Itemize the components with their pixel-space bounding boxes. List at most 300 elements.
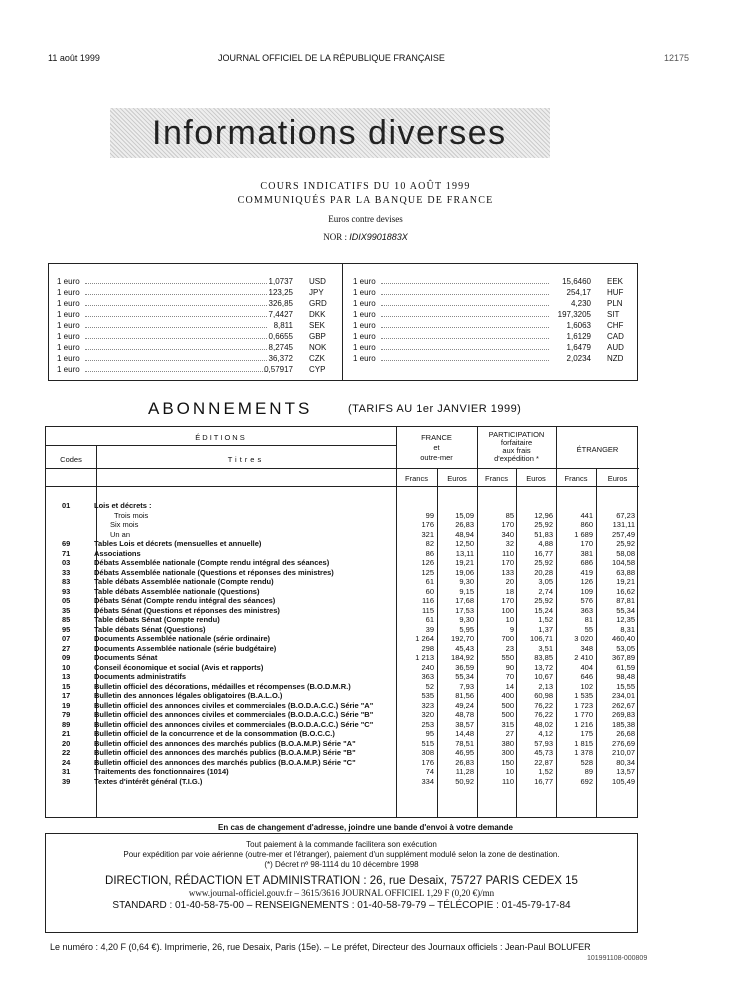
row-price-f: 61 bbox=[425, 577, 434, 586]
row-price-e: 12,50 bbox=[455, 539, 474, 548]
row-price-f: 82 bbox=[425, 539, 434, 548]
rates-right-column bbox=[353, 276, 633, 364]
rate-label: 1 euro bbox=[57, 321, 80, 330]
row-price-pe: 10,67 bbox=[534, 672, 553, 681]
row-code: 24 bbox=[62, 757, 71, 767]
row-price-e: 55,34 bbox=[455, 672, 474, 681]
row-price-f: 1 213 bbox=[415, 653, 434, 662]
row-code: 93 bbox=[62, 586, 71, 596]
row-code: 15 bbox=[62, 681, 71, 691]
rate-label: 1 euro bbox=[57, 310, 80, 319]
row-price-pe: 13,72 bbox=[534, 662, 553, 672]
row-price-ee: 276,69 bbox=[612, 738, 635, 748]
row-title: Lois et décrets : bbox=[94, 501, 152, 510]
row-code: 07 bbox=[62, 634, 71, 643]
row-title: Bulletin des annonces légales obligatoires (B.A.L.O.) bbox=[94, 691, 283, 700]
rate-row bbox=[57, 353, 337, 364]
rate-currency: NZD bbox=[607, 354, 624, 363]
row-price-ef: 404 bbox=[580, 662, 593, 672]
rate-leader bbox=[85, 305, 267, 306]
row-price-pf: 100 bbox=[501, 605, 514, 615]
row-price-f: 323 bbox=[421, 700, 434, 710]
table-row bbox=[46, 587, 639, 596]
row-price-ef: 363 bbox=[580, 605, 593, 615]
francs-header: Francs bbox=[485, 474, 508, 483]
row-price-ee: 58,08 bbox=[616, 548, 635, 558]
rate-value: 1,6063 bbox=[566, 321, 591, 330]
row-title: Débats Sénat (Questions et réponses des ministres) bbox=[94, 605, 280, 615]
row-price-ee: 80,34 bbox=[616, 757, 635, 767]
table-row bbox=[46, 539, 639, 548]
francs-header: Francs bbox=[564, 474, 588, 483]
footer-text: Le numéro : 4,20 F (0,64 €). Imprimerie, 26, rue Desaix, Paris (15e). – Le préfet, Directeur des Journaux officiels : Jean-Paul BOLUFER bbox=[50, 942, 591, 952]
row-price-e: 14,48 bbox=[455, 729, 474, 738]
rate-leader bbox=[85, 371, 267, 372]
row-price-pf: 20 bbox=[505, 577, 514, 586]
rate-leader bbox=[85, 316, 267, 317]
row-title: Bulletin officiel des annonces des marchés publics (B.O.A.M.P.) Série "A" bbox=[94, 738, 356, 748]
row-price-e: 81,56 bbox=[455, 691, 474, 700]
row-title: Bulletin officiel des annonces des marchés publics (B.O.A.M.P.) Série "C" bbox=[94, 757, 356, 767]
table-row bbox=[46, 606, 639, 615]
row-code: 17 bbox=[62, 691, 71, 700]
row-price-ef: 381 bbox=[580, 548, 593, 558]
table-row bbox=[46, 748, 639, 757]
row-price-ef: 528 bbox=[580, 757, 593, 767]
row-price-pe: 106,71 bbox=[530, 634, 553, 643]
rate-label: 1 euro bbox=[353, 277, 376, 286]
row-code: 95 bbox=[62, 624, 71, 634]
row-price-ee: 55,34 bbox=[616, 605, 635, 615]
table-row bbox=[46, 549, 639, 558]
table-row bbox=[46, 568, 639, 577]
row-price-ef: 1 815 bbox=[574, 738, 593, 748]
row-price-ee: 12,35 bbox=[616, 615, 635, 624]
row-title: Débats Assemblée nationale (Questions et réponses des ministres) bbox=[94, 567, 334, 577]
rate-label: 1 euro bbox=[353, 288, 376, 297]
row-price-f: 61 bbox=[425, 615, 434, 624]
row-price-ee: 63,88 bbox=[616, 567, 635, 577]
row-price-pe: 76,22 bbox=[534, 710, 553, 719]
row-title: Débats Sénat (Compte rendu intégral des séances) bbox=[94, 596, 276, 605]
row-code: 35 bbox=[62, 605, 71, 615]
row-code: 20 bbox=[62, 738, 71, 748]
row-title: Table débats Assemblée nationale (Compte rendu) bbox=[94, 577, 274, 586]
row-price-e: 11,28 bbox=[455, 767, 474, 776]
table-row bbox=[46, 511, 639, 520]
row-price-f: 334 bbox=[421, 776, 434, 786]
row-code: 33 bbox=[62, 567, 71, 577]
table-row bbox=[46, 615, 639, 624]
rate-row bbox=[353, 353, 633, 364]
rate-value: 7,4427 bbox=[268, 310, 293, 319]
row-price-e: 50,92 bbox=[455, 776, 474, 786]
row-price-e: 48,94 bbox=[455, 529, 474, 539]
row-price-pe: 22,87 bbox=[534, 757, 553, 767]
row-code: 69 bbox=[62, 539, 71, 548]
table-row bbox=[46, 520, 639, 529]
rate-label: 1 euro bbox=[353, 321, 376, 330]
row-price-f: 1 264 bbox=[415, 634, 434, 643]
row-price-ef: 419 bbox=[580, 567, 593, 577]
row-price-ee: 15,55 bbox=[616, 681, 635, 691]
row-price-ef: 348 bbox=[580, 643, 593, 653]
row-price-ef: 55 bbox=[584, 624, 593, 634]
rate-row bbox=[57, 364, 337, 375]
row-price-f: 321 bbox=[421, 529, 434, 539]
row-price-f: 99 bbox=[425, 510, 434, 520]
row-price-f: 363 bbox=[421, 672, 434, 681]
rate-value: 197,3205 bbox=[557, 310, 591, 319]
rate-currency: SEK bbox=[309, 321, 326, 330]
france-header: FRANCE et outre-mer bbox=[420, 433, 453, 462]
row-price-e: 48,78 bbox=[455, 710, 474, 719]
row-price-f: 115 bbox=[422, 605, 434, 615]
row-price-ee: 104,58 bbox=[612, 558, 635, 567]
row-title: Trois mois bbox=[114, 510, 149, 520]
contact-line: STANDARD : 01-40-58-75-00 – RENSEIGNEMENTS : 01-40-58-79-79 – TÉLÉCOPIE : 01-45-79-17-84 bbox=[112, 900, 571, 911]
table-row bbox=[46, 530, 639, 539]
rate-currency: PLN bbox=[607, 299, 623, 308]
row-price-f: 126 bbox=[421, 558, 434, 567]
rate-row bbox=[57, 309, 337, 320]
table-row bbox=[46, 777, 639, 786]
row-price-f: 176 bbox=[421, 520, 434, 529]
row-price-ee: 61,59 bbox=[616, 662, 635, 672]
title-banner bbox=[110, 108, 550, 158]
row-price-pf: 380 bbox=[501, 738, 514, 748]
row-title: Textes d'intérêt général (T.I.G.) bbox=[94, 776, 203, 786]
header-date: 11 août 1999 bbox=[48, 53, 100, 63]
row-title: Six mois bbox=[110, 520, 139, 529]
rate-leader bbox=[381, 294, 549, 295]
rate-leader bbox=[85, 349, 267, 350]
row-price-ee: 53,05 bbox=[616, 643, 635, 653]
table-row bbox=[46, 739, 639, 748]
expedition-note: Pour expédition par voie aérienne (outre-mer et l'étranger), paiement d'un supplément modulé selon la zone de destination. bbox=[123, 850, 560, 859]
row-price-f: 95 bbox=[425, 729, 434, 738]
row-price-ee: 105,49 bbox=[612, 776, 635, 786]
rate-label: 1 euro bbox=[57, 299, 80, 308]
rate-leader bbox=[381, 349, 549, 350]
rate-leader bbox=[381, 338, 549, 339]
row-code: 83 bbox=[62, 577, 71, 586]
rate-currency: CZK bbox=[309, 354, 325, 363]
footer-code: 101991108-000809 bbox=[587, 955, 648, 962]
row-price-f: 39 bbox=[425, 624, 434, 634]
rate-value: 123,25 bbox=[268, 288, 293, 297]
table-row bbox=[46, 501, 639, 510]
row-price-ef: 109 bbox=[580, 586, 593, 596]
rate-value: 0,57917 bbox=[264, 365, 293, 374]
row-price-pe: 16,77 bbox=[534, 548, 553, 558]
row-price-pe: 3,51 bbox=[538, 643, 553, 653]
rate-row bbox=[353, 320, 633, 331]
direction-line: DIRECTION, RÉDACTION ET ADMINISTRATION : 26, rue Desaix, 75727 PARIS CEDEX 15 bbox=[105, 875, 578, 887]
row-price-ee: 13,57 bbox=[616, 767, 635, 776]
page-header bbox=[48, 53, 689, 65]
row-price-e: 46,95 bbox=[455, 748, 474, 757]
row-code: 27 bbox=[62, 643, 71, 653]
table-row bbox=[46, 663, 639, 672]
row-price-pf: 70 bbox=[505, 672, 514, 681]
row-price-e: 19,21 bbox=[455, 558, 474, 567]
row-price-e: 38,57 bbox=[455, 719, 474, 729]
table-row bbox=[46, 758, 639, 767]
row-price-e: 45,43 bbox=[455, 643, 474, 653]
row-price-pf: 400 bbox=[501, 691, 514, 700]
row-price-e: 13,11 bbox=[455, 548, 474, 558]
rate-value: 15,6460 bbox=[562, 277, 591, 286]
row-price-f: 253 bbox=[421, 719, 434, 729]
abonnements-title: ABONNEMENTS bbox=[148, 399, 313, 418]
row-price-f: 86 bbox=[425, 548, 434, 558]
row-code: 01 bbox=[62, 501, 71, 510]
editions-header: ÉDITIONS bbox=[195, 433, 247, 442]
table-row bbox=[46, 558, 639, 567]
rate-label: 1 euro bbox=[57, 277, 80, 286]
row-price-pe: 2,13 bbox=[538, 681, 553, 691]
rate-currency: CYP bbox=[309, 365, 326, 374]
row-code: 13 bbox=[62, 672, 71, 681]
row-price-e: 7,93 bbox=[459, 681, 474, 691]
row-price-pf: 300 bbox=[501, 748, 514, 757]
row-price-pe: 20,28 bbox=[534, 567, 553, 577]
row-price-pf: 90 bbox=[505, 662, 514, 672]
rate-leader bbox=[381, 305, 549, 306]
row-title: Débats Assemblée nationale (Compte rendu intégral des séances) bbox=[94, 558, 330, 567]
row-price-pf: 85 bbox=[505, 510, 514, 520]
row-code: 71 bbox=[62, 548, 71, 558]
row-price-ef: 1 689 bbox=[574, 529, 593, 539]
codes-header: Codes bbox=[60, 455, 82, 464]
row-price-f: 52 bbox=[425, 681, 434, 691]
rate-label: 1 euro bbox=[353, 310, 376, 319]
row-price-f: 116 bbox=[422, 596, 434, 605]
header-page-number: 12175 bbox=[663, 53, 689, 63]
row-price-ef: 2 410 bbox=[574, 653, 593, 662]
row-title: Documents Sénat bbox=[94, 653, 158, 662]
row-price-pf: 110 bbox=[502, 548, 514, 558]
row-price-pe: 48,02 bbox=[534, 719, 553, 729]
row-price-pf: 9 bbox=[509, 624, 514, 634]
row-code: 21 bbox=[62, 729, 71, 738]
row-title: Documents administratifs bbox=[94, 672, 187, 681]
row-price-e: 19,06 bbox=[455, 567, 474, 577]
row-price-pe: 12,96 bbox=[534, 510, 553, 520]
row-code: 39 bbox=[62, 776, 71, 786]
row-price-e: 49,24 bbox=[455, 700, 474, 710]
table-row bbox=[46, 577, 639, 586]
row-price-ef: 175 bbox=[580, 729, 593, 738]
rate-currency: USD bbox=[309, 277, 326, 286]
row-price-pe: 25,92 bbox=[534, 596, 553, 605]
row-price-pe: 4,88 bbox=[538, 539, 553, 548]
row-price-ef: 1 723 bbox=[574, 700, 593, 710]
rate-label: 1 euro bbox=[353, 332, 376, 341]
row-price-ee: 367,89 bbox=[612, 653, 635, 662]
row-price-pf: 500 bbox=[501, 700, 514, 710]
row-price-pf: 170 bbox=[501, 558, 514, 567]
row-price-e: 5,95 bbox=[459, 624, 474, 634]
row-price-pe: 83,85 bbox=[534, 653, 553, 662]
rate-currency: GBP bbox=[309, 332, 326, 341]
table-row bbox=[46, 682, 639, 691]
row-price-pf: 170 bbox=[501, 520, 514, 529]
row-price-pf: 315 bbox=[501, 719, 514, 729]
row-title: Traitements des fonctionnaires (1014) bbox=[94, 767, 229, 776]
row-price-e: 17,68 bbox=[455, 596, 474, 605]
euros-header: Euros bbox=[607, 474, 628, 483]
row-price-ef: 686 bbox=[580, 558, 593, 567]
row-price-ef: 576 bbox=[580, 596, 593, 605]
rate-label: 1 euro bbox=[57, 365, 80, 374]
rate-label: 1 euro bbox=[57, 354, 80, 363]
rate-label: 1 euro bbox=[57, 332, 80, 341]
row-title: Table débats Sénat (Questions) bbox=[94, 624, 206, 634]
rate-currency: SIT bbox=[607, 310, 620, 319]
row-price-f: 60 bbox=[425, 586, 434, 596]
rate-row bbox=[353, 342, 633, 353]
row-price-f: 535 bbox=[421, 691, 434, 700]
row-price-ee: 131,11 bbox=[612, 520, 635, 529]
row-price-ee: 262,67 bbox=[612, 700, 635, 710]
rate-row bbox=[57, 287, 337, 298]
row-price-e: 9,30 bbox=[459, 615, 474, 624]
rate-currency: EEK bbox=[607, 277, 624, 286]
row-price-ee: 25,92 bbox=[616, 539, 635, 548]
rate-currency: DKK bbox=[309, 310, 326, 319]
row-price-f: 176 bbox=[421, 757, 434, 767]
table-row bbox=[46, 634, 639, 643]
row-code: 09 bbox=[62, 653, 71, 662]
row-code: 79 bbox=[62, 710, 71, 719]
row-price-pf: 32 bbox=[505, 539, 514, 548]
rate-value: 1,6129 bbox=[566, 332, 591, 341]
payment-note: Tout paiement à la commande facilitera son exécution bbox=[246, 840, 437, 849]
row-price-e: 36,59 bbox=[455, 662, 474, 672]
cours-subtitle: Euros contre devises bbox=[328, 214, 403, 224]
table-row bbox=[46, 691, 639, 700]
row-price-pe: 2,74 bbox=[538, 586, 553, 596]
row-code: 19 bbox=[62, 700, 71, 710]
rate-leader bbox=[381, 327, 549, 328]
row-price-pe: 15,24 bbox=[534, 605, 553, 615]
rate-value: 1,0737 bbox=[268, 277, 293, 286]
row-price-ef: 692 bbox=[580, 776, 593, 786]
nor-label: NOR : bbox=[323, 232, 347, 242]
rate-row bbox=[353, 276, 633, 287]
row-title: Conseil économique et social (Avis et rapports) bbox=[94, 662, 264, 672]
banner-title: Informations diverses bbox=[152, 114, 507, 152]
row-price-pf: 27 bbox=[505, 729, 514, 738]
row-price-pf: 150 bbox=[501, 757, 514, 767]
rate-value: 2,0234 bbox=[566, 354, 591, 363]
row-price-ef: 126 bbox=[580, 577, 593, 586]
rate-row bbox=[353, 331, 633, 342]
row-title: Table débats Assemblée nationale (Questions) bbox=[94, 586, 260, 596]
row-price-e: 9,15 bbox=[459, 586, 474, 596]
subscription-table bbox=[45, 426, 638, 818]
table-row bbox=[46, 596, 639, 605]
row-divider bbox=[46, 468, 639, 469]
abonnements-subtitle: (TARIFS AU 1er JANVIER 1999) bbox=[348, 403, 522, 415]
table-row bbox=[46, 767, 639, 776]
row-price-pe: 3,05 bbox=[538, 577, 553, 586]
row-title: Documents Assemblée nationale (série budgétaire) bbox=[94, 643, 277, 653]
row-price-ee: 185,38 bbox=[612, 719, 635, 729]
cours-line-1: COURS INDICATIFS DU 10 AOÛT 1999 bbox=[260, 181, 471, 192]
rate-currency: AUD bbox=[607, 343, 624, 352]
row-title: Bulletin officiel des décorations, médailles et récompenses (B.O.D.M.R.) bbox=[94, 681, 351, 691]
row-price-e: 78,51 bbox=[455, 738, 474, 748]
row-price-pf: 18 bbox=[505, 586, 514, 596]
table-row bbox=[46, 672, 639, 681]
row-title: Bulletin officiel des annonces civiles et commerciales (B.O.D.A.C.C.) Série "C" bbox=[94, 719, 374, 729]
rate-currency: NOK bbox=[309, 343, 327, 352]
row-price-pf: 340 bbox=[501, 529, 514, 539]
row-price-ee: 460,40 bbox=[612, 634, 635, 643]
rate-currency: JPY bbox=[309, 288, 324, 297]
euros-header: Euros bbox=[526, 474, 546, 483]
row-price-pf: 14 bbox=[505, 681, 514, 691]
row-price-pe: 25,92 bbox=[534, 558, 553, 567]
row-price-f: 515 bbox=[421, 738, 434, 748]
row-price-pf: 110 bbox=[502, 776, 514, 786]
row-price-pe: 51,83 bbox=[534, 529, 553, 539]
table-row bbox=[46, 720, 639, 729]
web-line: www.journal-officiel.gouv.fr – 3615/3616 JOURNAL OFFICIEL 1,29 F (0,20 €)/mn bbox=[188, 888, 495, 898]
table-row bbox=[46, 701, 639, 710]
row-price-ee: 87,81 bbox=[616, 596, 635, 605]
rate-label: 1 euro bbox=[353, 354, 376, 363]
row-price-ee: 210,07 bbox=[612, 748, 635, 757]
rate-row bbox=[353, 287, 633, 298]
rate-label: 1 euro bbox=[353, 343, 376, 352]
row-price-ee: 98,48 bbox=[616, 672, 635, 681]
row-price-ef: 1 535 bbox=[574, 691, 593, 700]
row-price-e: 26,83 bbox=[455, 520, 474, 529]
row-price-ef: 102 bbox=[580, 681, 593, 691]
row-price-ee: 16,62 bbox=[616, 586, 635, 596]
row-price-pf: 550 bbox=[501, 653, 514, 662]
row-price-ee: 269,83 bbox=[612, 710, 635, 719]
row-code: 03 bbox=[62, 558, 71, 567]
row-title: Documents Assemblée nationale (série ordinaire) bbox=[94, 634, 271, 643]
header-journal: JOURNAL OFFICIEL DE LA RÉPUBLIQUE FRANÇAISE bbox=[218, 53, 445, 63]
rate-row bbox=[57, 276, 337, 287]
titres-header: Titres bbox=[227, 455, 265, 464]
row-title: Bulletin officiel des annonces civiles et commerciales (B.O.D.A.C.C.) Série "B" bbox=[94, 710, 374, 719]
rate-leader bbox=[85, 283, 267, 284]
row-price-pe: 1,37 bbox=[538, 624, 553, 634]
row-price-ef: 3 020 bbox=[574, 634, 593, 643]
row-title: Table débats Sénat (Compte rendu) bbox=[94, 615, 220, 624]
rate-value: 8,811 bbox=[273, 321, 293, 330]
row-price-pf: 700 bbox=[501, 634, 514, 643]
rate-label: 1 euro bbox=[57, 288, 80, 297]
row-price-pf: 23 bbox=[505, 643, 514, 653]
row-price-e: 17,53 bbox=[455, 605, 474, 615]
rate-currency: CHF bbox=[607, 321, 624, 330]
row-price-ef: 89 bbox=[584, 767, 593, 776]
rate-value: 4,230 bbox=[570, 299, 591, 308]
rate-row bbox=[57, 320, 337, 331]
exchange-rates-box bbox=[48, 263, 638, 381]
rates-left-column bbox=[57, 276, 337, 375]
row-title: Bulletin officiel des annonces des marchés publics (B.O.A.M.P.) Série "B" bbox=[94, 748, 356, 757]
rate-leader bbox=[85, 338, 267, 339]
